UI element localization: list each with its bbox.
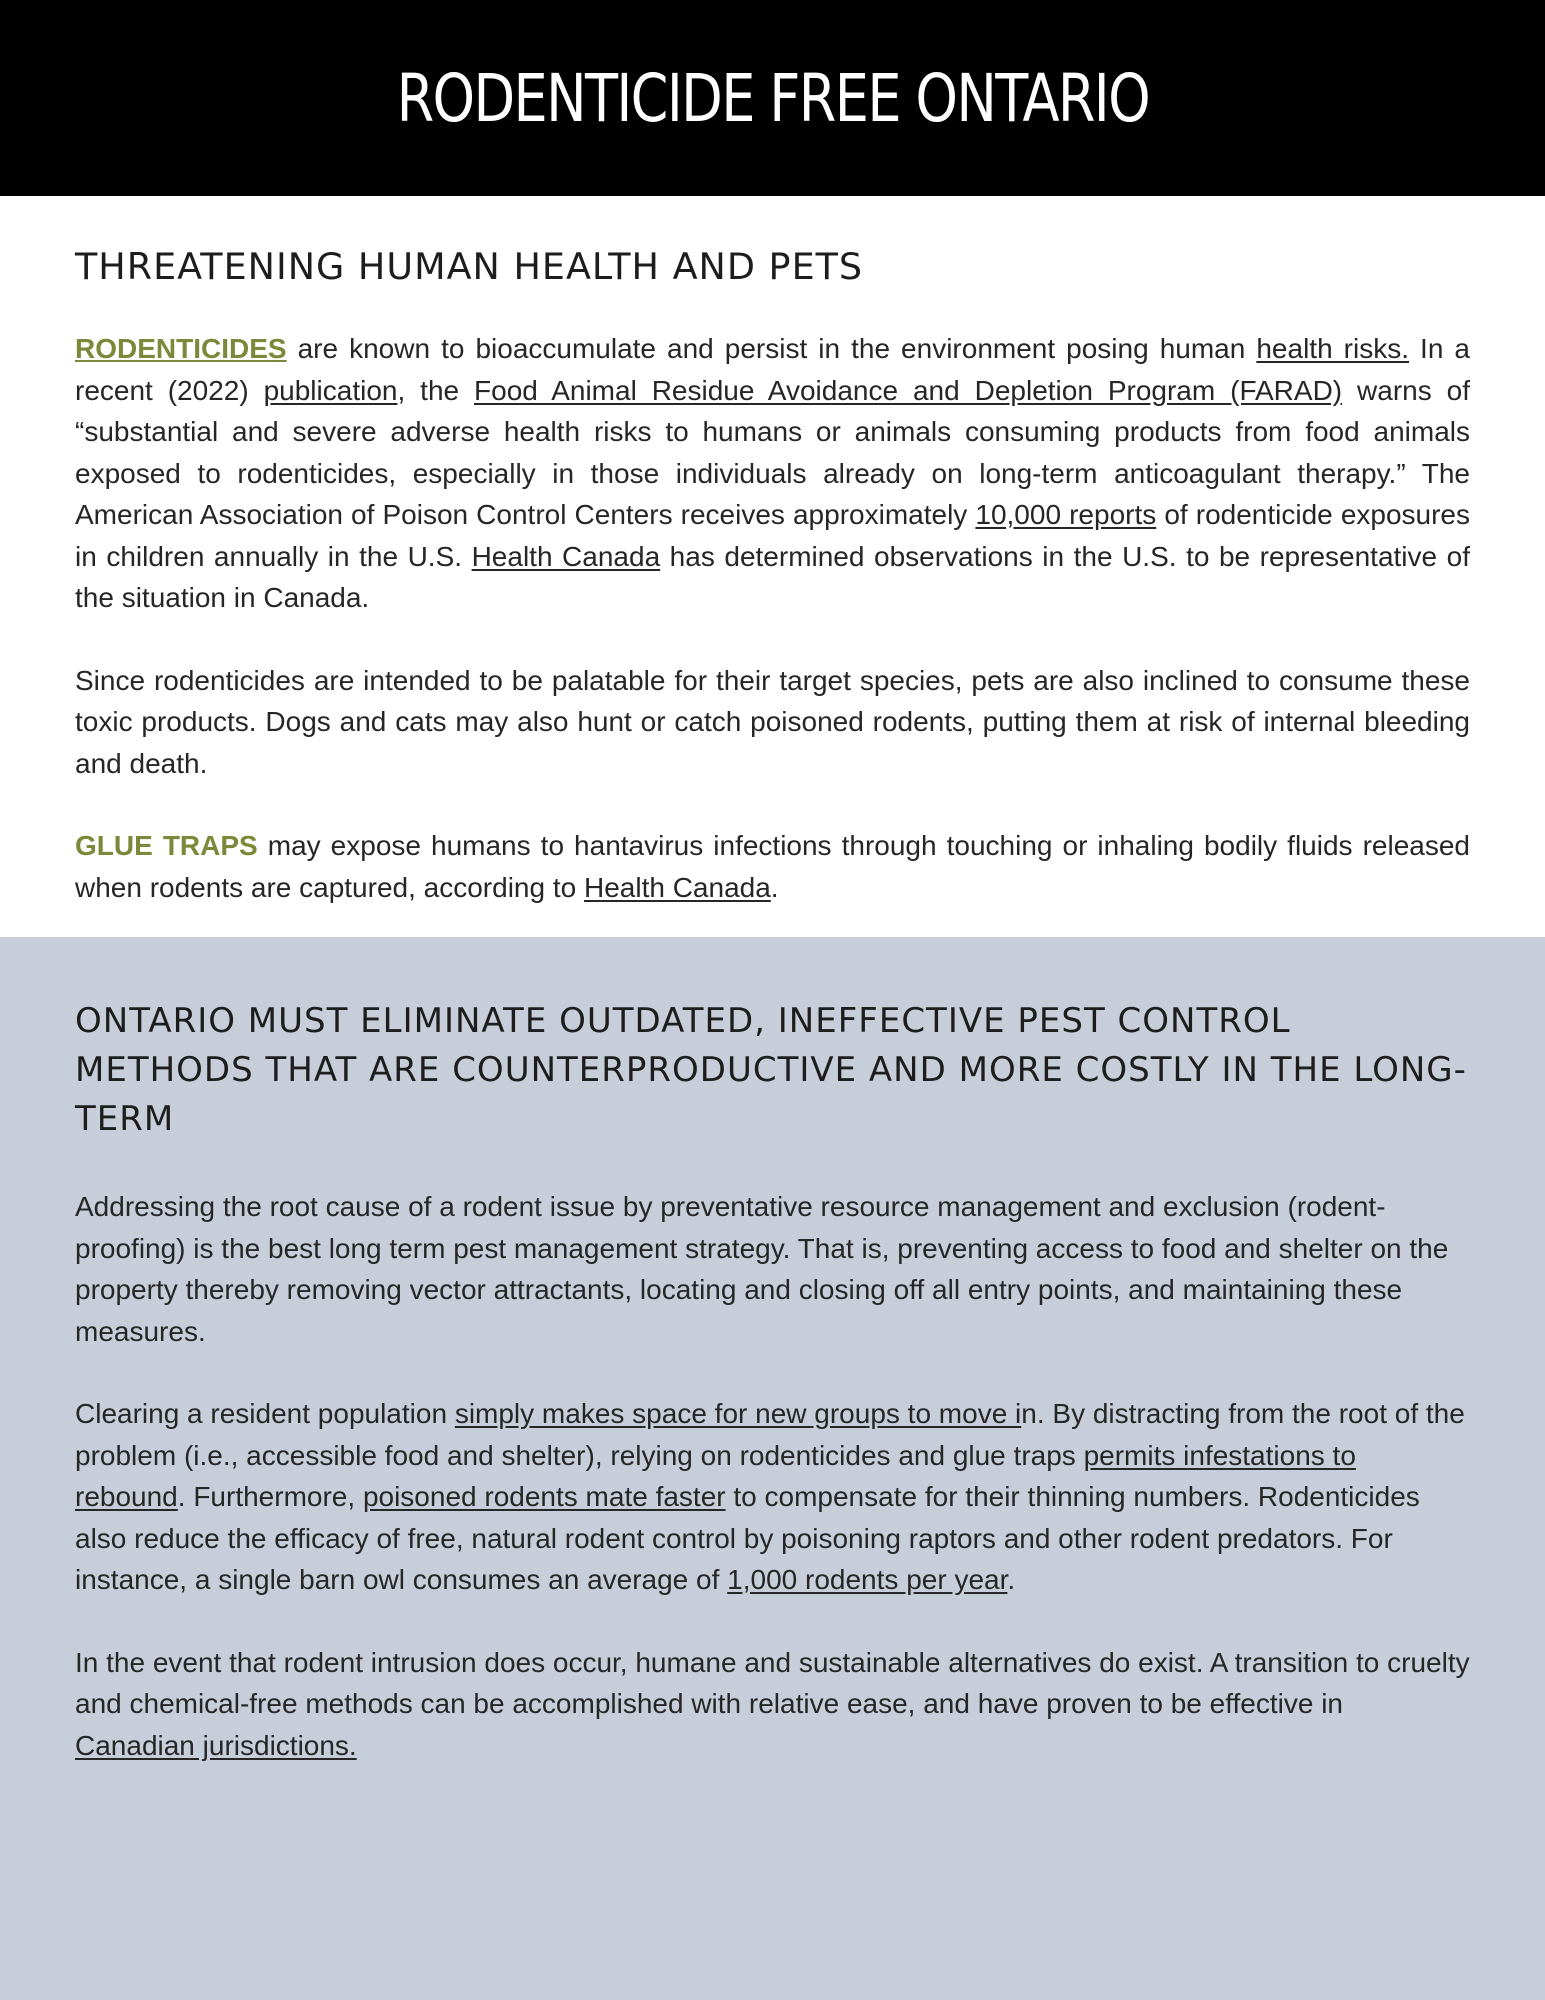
health-risks-link[interactable]: health risks. <box>1256 333 1410 364</box>
text-span: Clearing a resident population <box>75 1398 455 1429</box>
population-paragraph <box>75 1393 1470 1601</box>
text-span: of rodenticide exposures in children annually in the U.S. <box>75 499 1471 572</box>
pets-paragraph: Since rodenticides are intended to be palatable for their target species, pets are also inclined to consume these toxic products. Dogs and cats may also hunt or catch poisoned rodents, putting them at risk of internal bleeding and death. <box>75 664 1470 779</box>
infestations-rebound-link[interactable]: permits infestations to rebound <box>75 1439 1356 1512</box>
glue-traps-paragraph <box>75 825 1470 908</box>
text-span: , the <box>397 374 475 406</box>
mate-faster-link[interactable]: poisoned rodents mate faster <box>362 1481 726 1512</box>
farad-link[interactable]: Food Animal Residue Avoidance and Depletion Program (FARAD) <box>474 374 1343 406</box>
text-span: . <box>770 871 779 903</box>
canadian-jurisdictions-link[interactable]: Canadian jurisdictions. <box>75 1729 357 1761</box>
pest-control-section <box>0 937 1545 2000</box>
publication-link[interactable]: publication <box>263 374 398 406</box>
reports-link[interactable]: 10,000 reports <box>975 499 1157 530</box>
health-canada-link[interactable]: Health Canada <box>471 540 661 572</box>
text-span: warns of “substantial and severe adverse health risks to humans or animals consuming products from food animals exposed to rodenticides, especially in those individuals already on long-term anticoagulant therapy.” The American Association of Poison Control Centers receives approximately <box>75 374 1470 530</box>
text-span: . <box>1007 1564 1016 1595</box>
health-canada-hantavirus-link[interactable]: Health Canada <box>583 871 771 903</box>
health-section-heading: THREATENING HUMAN HEALTH AND PETS <box>75 245 864 288</box>
glue-traps-keyword: GLUE TRAPS <box>75 830 258 861</box>
text-span: to compensate for their thinning numbers. Rodenticides also reduce the efficacy of free, natural rodent control by poisoning raptors and other rodent predators. For instance, a single barn owl consumes an average of <box>75 1481 1420 1595</box>
text-span: In the event that rodent intrusion does occur, humane and sustainable alternatives do exist. A transition to cruelty and chemical-free methods can be accomplished with relative ease, and have proven to be effective in <box>75 1646 1470 1719</box>
page-title: RODENTICIDE FREE ONTARIO <box>396 59 1149 137</box>
text-span: are known to bioaccumulate and persist in the environment posing human <box>286 333 1257 364</box>
text-span: In a recent (2022) <box>75 333 1470 406</box>
text-span: has determined observations in the U.S. to be representative of the situation in Canada. <box>75 540 1470 613</box>
text-span: n. By distracting from the root of the problem (i.e., accessible food and shelter), relying on rodenticides and glue traps <box>75 1398 1465 1471</box>
alternatives-paragraph <box>75 1642 1470 1767</box>
pest-control-section-heading: ONTARIO MUST ELIMINATE OUTDATED, INEFFECTIVE PEST CONTROL METHODS THAT ARE COUNTERPRODUCTIVE AND MORE COSTLY IN THE LONG-TERM <box>75 1001 1467 1139</box>
rodenticides-keyword-link[interactable]: RODENTICIDES <box>75 333 287 364</box>
page-banner <box>0 0 1545 196</box>
barn-owl-link[interactable]: 1,000 rodents per year <box>727 1564 1008 1595</box>
new-groups-link[interactable]: simply makes space for new groups to move i <box>454 1398 1022 1429</box>
text-span: may expose humans to hantavirus infections through touching or inhaling bodily fluids released when rodents are captured, according to <box>75 830 1470 903</box>
health-section <box>0 196 1545 937</box>
text-span: . Furthermore, <box>177 1481 363 1512</box>
root-cause-paragraph: Addressing the root cause of a rodent issue by preventative resource management and exclusion (rodent-proofing) is the best long term pest management strategy. That is, preventing access to food and shelter on the property thereby removing vector attractants, locating and closing off all entry points, and maintaining these measures. <box>75 1191 1449 1347</box>
rodenticides-paragraph <box>75 328 1470 619</box>
